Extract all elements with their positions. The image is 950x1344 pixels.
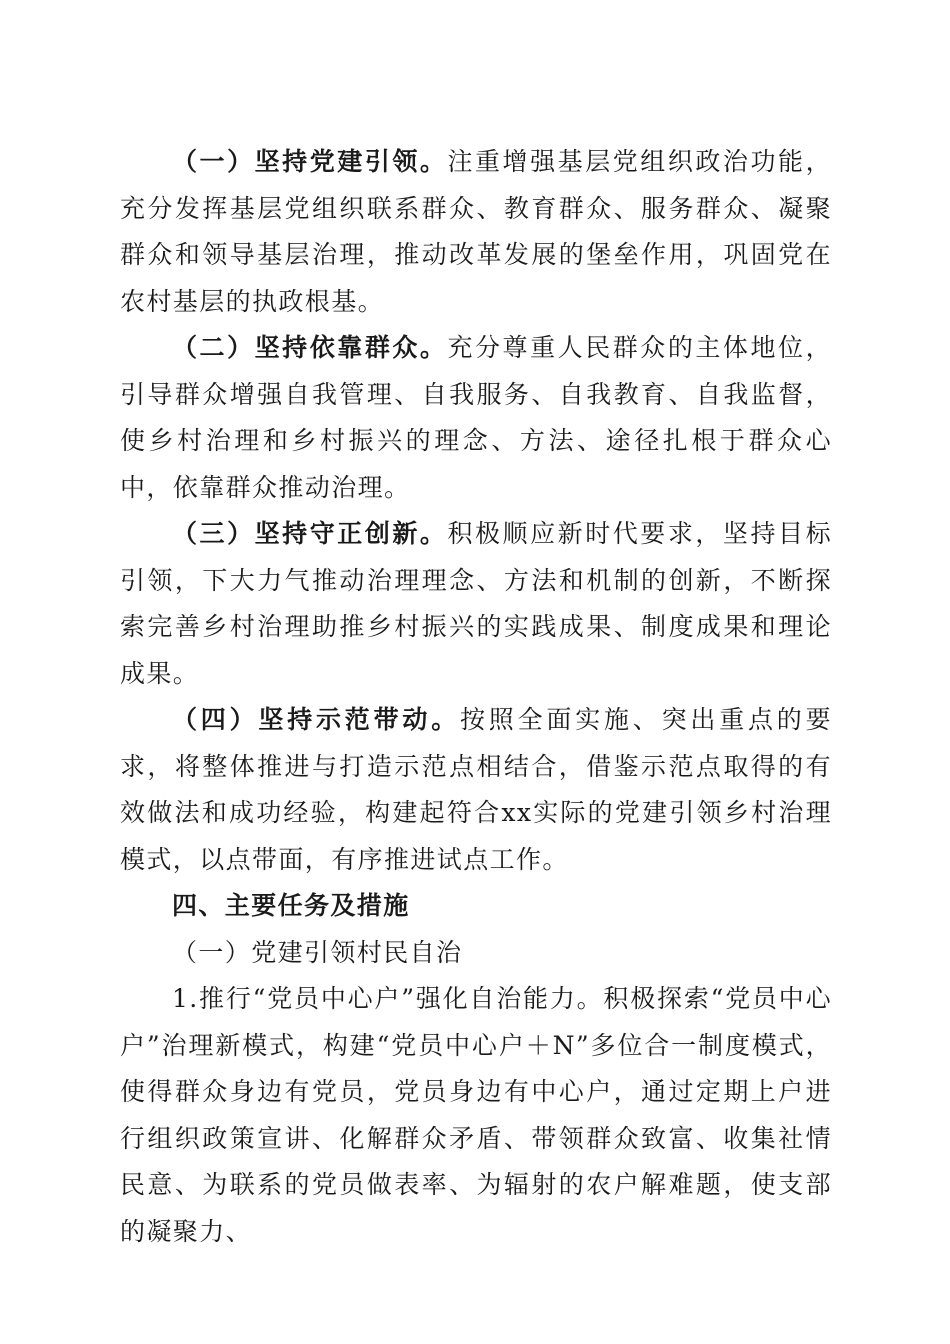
- principle-lead-2: （二）坚持依靠群众。: [172, 333, 448, 362]
- section-heading: 四、主要任务及措施: [172, 891, 410, 920]
- principle-paragraph-1: [120, 139, 832, 325]
- task-paragraph-1: 1.推行“党员中心户”强化自治能力。积极探索“党员中心户”治理新模式，构建“党员中心户＋N”多位合一制度模式，使得群众身边有党员，党员身边有中心户，通过定期上户进行组织政策宣讲、化解群众矛盾、带领群众致富、收集社情民意、为联系的党员做表率、为辐射的农户解难题，使支部的凝聚力、: [120, 984, 832, 1246]
- document-body: [120, 139, 832, 1255]
- section-subheading: （一）党建引领村民自治: [172, 937, 463, 967]
- principle-paragraph-4: [120, 697, 832, 883]
- principle-text-1: 注重增强基层党组织政治功能，充分发挥基层党组织联系群众、教育群众、服务群众、凝聚群众和领导基层治理，推动改革发展的堡垒作用，巩固党在农村基层的执政根基。: [120, 147, 832, 316]
- principle-paragraph-2: [120, 325, 832, 511]
- principle-text-2: 充分尊重人民群众的主体地位，引导群众增强自我管理、自我服务、自我教育、自我监督，使乡村治理和乡村振兴的理念、方法、途径扎根于群众心中，依靠群众推动治理。: [120, 333, 832, 502]
- principle-lead-3: （三）坚持守正创新。: [172, 519, 448, 548]
- principle-text-3: 积极顺应新时代要求，坚持目标引领，下大力气推动治理理念、方法和机制的创新，不断探索完善乡村治理助推乡村振兴的实践成果、制度成果和理论成果。: [120, 519, 832, 688]
- principle-paragraph-3: [120, 511, 832, 697]
- principle-text-4: 按照全面实施、突出重点的要求，将整体推进与打造示范点相结合，借鉴示范点取得的有效做法和成功经验，构建起符合xx实际的党建引领乡村治理模式，以点带面，有序推进试点工作。: [120, 705, 832, 874]
- principle-lead-4: （四）坚持示范带动。: [172, 705, 460, 734]
- principle-lead-1: （一）坚持党建引领。: [172, 147, 448, 176]
